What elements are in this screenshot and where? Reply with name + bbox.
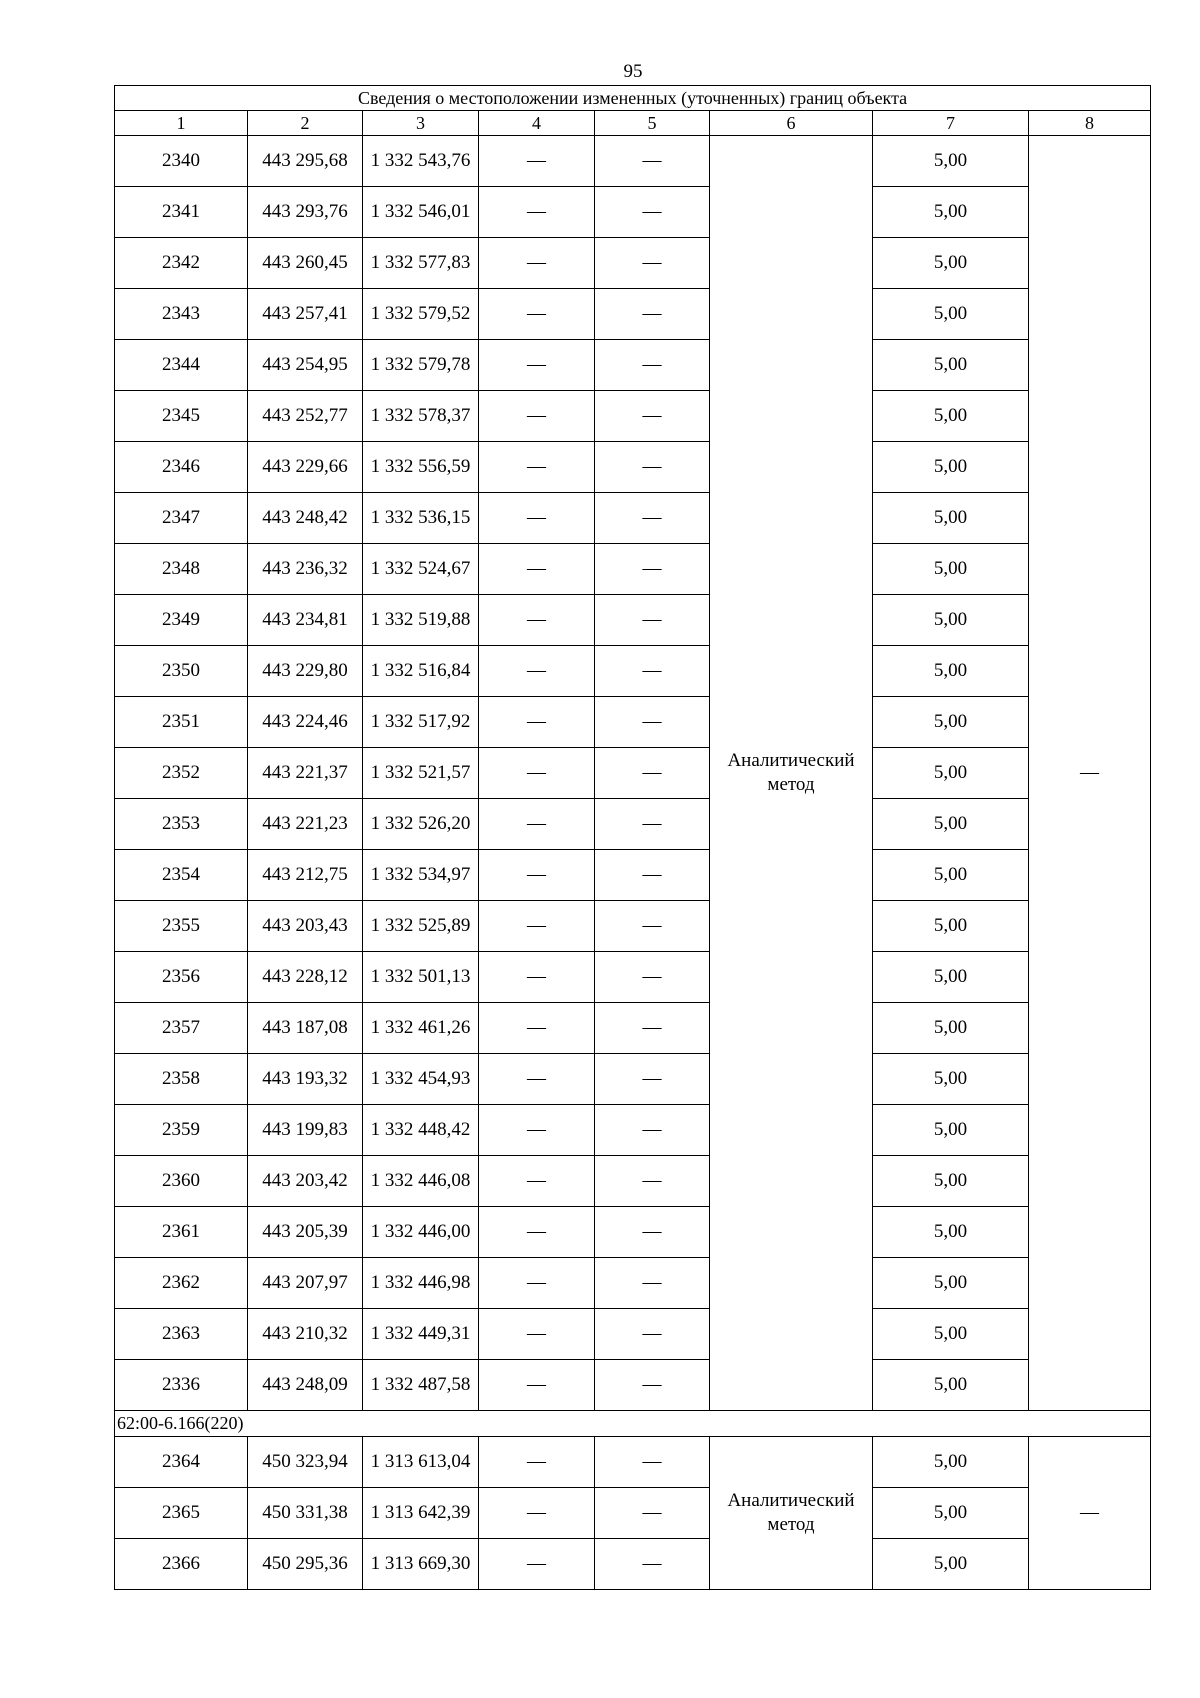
x-coordinate-cell: 443 229,80 bbox=[248, 646, 363, 697]
table-row bbox=[115, 901, 1151, 952]
y-coordinate-cell: 1 332 546,01 bbox=[363, 187, 479, 238]
y-coordinate-cell: 1 332 454,93 bbox=[363, 1054, 479, 1105]
x-coordinate-cell: 443 207,97 bbox=[248, 1258, 363, 1309]
section-row bbox=[115, 1411, 1151, 1437]
column-4-cell: — bbox=[479, 1437, 595, 1488]
accuracy-cell: 5,00 bbox=[873, 799, 1029, 850]
y-coordinate-cell: 1 332 446,00 bbox=[363, 1207, 479, 1258]
boundary-table-container bbox=[114, 85, 1151, 1590]
x-coordinate-cell: 443 260,45 bbox=[248, 238, 363, 289]
accuracy-cell: 5,00 bbox=[873, 1054, 1029, 1105]
y-coordinate-cell: 1 332 536,15 bbox=[363, 493, 479, 544]
column-5-cell: — bbox=[595, 391, 710, 442]
column-5-cell: — bbox=[595, 799, 710, 850]
point-number-cell: 2356 bbox=[115, 952, 248, 1003]
x-coordinate-cell: 443 199,83 bbox=[248, 1105, 363, 1156]
column-5-cell: — bbox=[595, 1003, 710, 1054]
column-5-cell: — bbox=[595, 187, 710, 238]
point-number-cell: 2347 bbox=[115, 493, 248, 544]
point-number-cell: 2350 bbox=[115, 646, 248, 697]
column-4-cell: — bbox=[479, 238, 595, 289]
x-coordinate-cell: 443 252,77 bbox=[248, 391, 363, 442]
y-coordinate-cell: 1 313 642,39 bbox=[363, 1488, 479, 1539]
table-row bbox=[115, 1003, 1151, 1054]
column-5-cell: — bbox=[595, 238, 710, 289]
column-number: 4 bbox=[479, 111, 595, 136]
accuracy-cell: 5,00 bbox=[873, 748, 1029, 799]
y-coordinate-cell: 1 332 556,59 bbox=[363, 442, 479, 493]
column-5-cell: — bbox=[595, 289, 710, 340]
table-row bbox=[115, 1360, 1151, 1411]
accuracy-cell: 5,00 bbox=[873, 1258, 1029, 1309]
column-4-cell: — bbox=[479, 748, 595, 799]
column-4-cell: — bbox=[479, 136, 595, 187]
point-number-cell: 2366 bbox=[115, 1539, 248, 1590]
column-5-cell: — bbox=[595, 544, 710, 595]
column-5-cell: — bbox=[595, 1309, 710, 1360]
column-5-cell: — bbox=[595, 136, 710, 187]
accuracy-cell: 5,00 bbox=[873, 544, 1029, 595]
column-5-cell: — bbox=[595, 340, 710, 391]
column-4-cell: — bbox=[479, 391, 595, 442]
x-coordinate-cell: 443 229,66 bbox=[248, 442, 363, 493]
y-coordinate-cell: 1 332 517,92 bbox=[363, 697, 479, 748]
point-number-cell: 2353 bbox=[115, 799, 248, 850]
table-row bbox=[115, 1488, 1151, 1539]
y-coordinate-cell: 1 332 501,13 bbox=[363, 952, 479, 1003]
column-number-row bbox=[115, 111, 1151, 136]
column-4-cell: — bbox=[479, 1258, 595, 1309]
x-coordinate-cell: 450 295,36 bbox=[248, 1539, 363, 1590]
x-coordinate-cell: 443 254,95 bbox=[248, 340, 363, 391]
column-number: 3 bbox=[363, 111, 479, 136]
table-row bbox=[115, 1539, 1151, 1590]
accuracy-cell: 5,00 bbox=[873, 187, 1029, 238]
section-label: 62:00-6.166(220) bbox=[115, 1411, 1151, 1437]
column-4-cell: — bbox=[479, 646, 595, 697]
point-number-cell: 2342 bbox=[115, 238, 248, 289]
column-4-cell: — bbox=[479, 595, 595, 646]
x-coordinate-cell: 450 323,94 bbox=[248, 1437, 363, 1488]
column-4-cell: — bbox=[479, 187, 595, 238]
x-coordinate-cell: 443 248,09 bbox=[248, 1360, 363, 1411]
method-cell: Аналитический метод bbox=[710, 136, 873, 1411]
table-row bbox=[115, 238, 1151, 289]
x-coordinate-cell: 450 331,38 bbox=[248, 1488, 363, 1539]
y-coordinate-cell: 1 332 516,84 bbox=[363, 646, 479, 697]
accuracy-cell: 5,00 bbox=[873, 1105, 1029, 1156]
x-coordinate-cell: 443 295,68 bbox=[248, 136, 363, 187]
column-5-cell: — bbox=[595, 1258, 710, 1309]
table-row bbox=[115, 1156, 1151, 1207]
table-row bbox=[115, 289, 1151, 340]
x-coordinate-cell: 443 187,08 bbox=[248, 1003, 363, 1054]
y-coordinate-cell: 1 332 577,83 bbox=[363, 238, 479, 289]
x-coordinate-cell: 443 228,12 bbox=[248, 952, 363, 1003]
column-5-cell: — bbox=[595, 748, 710, 799]
accuracy-cell: 5,00 bbox=[873, 1488, 1029, 1539]
column-5-cell: — bbox=[595, 1539, 710, 1590]
y-coordinate-cell: 1 332 534,97 bbox=[363, 850, 479, 901]
column-4-cell: — bbox=[479, 289, 595, 340]
table-row bbox=[115, 850, 1151, 901]
x-coordinate-cell: 443 210,32 bbox=[248, 1309, 363, 1360]
accuracy-cell: 5,00 bbox=[873, 136, 1029, 187]
accuracy-cell: 5,00 bbox=[873, 1309, 1029, 1360]
accuracy-cell: 5,00 bbox=[873, 901, 1029, 952]
column-4-cell: — bbox=[479, 544, 595, 595]
table-row bbox=[115, 595, 1151, 646]
accuracy-cell: 5,00 bbox=[873, 340, 1029, 391]
point-number-cell: 2358 bbox=[115, 1054, 248, 1105]
table-row bbox=[115, 952, 1151, 1003]
point-number-cell: 2336 bbox=[115, 1360, 248, 1411]
y-coordinate-cell: 1 332 487,58 bbox=[363, 1360, 479, 1411]
x-coordinate-cell: 443 221,23 bbox=[248, 799, 363, 850]
accuracy-cell: 5,00 bbox=[873, 1539, 1029, 1590]
point-number-cell: 2362 bbox=[115, 1258, 248, 1309]
accuracy-cell: 5,00 bbox=[873, 391, 1029, 442]
column-4-cell: — bbox=[479, 1309, 595, 1360]
column-8-cell: — bbox=[1029, 136, 1151, 1411]
accuracy-cell: 5,00 bbox=[873, 1207, 1029, 1258]
table-row bbox=[115, 697, 1151, 748]
point-number-cell: 2343 bbox=[115, 289, 248, 340]
y-coordinate-cell: 1 332 579,78 bbox=[363, 340, 479, 391]
boundary-coordinates-table bbox=[114, 85, 1151, 1590]
x-coordinate-cell: 443 248,42 bbox=[248, 493, 363, 544]
accuracy-cell: 5,00 bbox=[873, 646, 1029, 697]
table-row bbox=[115, 1054, 1151, 1105]
x-coordinate-cell: 443 234,81 bbox=[248, 595, 363, 646]
table-row bbox=[115, 493, 1151, 544]
accuracy-cell: 5,00 bbox=[873, 238, 1029, 289]
point-number-cell: 2340 bbox=[115, 136, 248, 187]
x-coordinate-cell: 443 293,76 bbox=[248, 187, 363, 238]
column-5-cell: — bbox=[595, 493, 710, 544]
column-5-cell: — bbox=[595, 1207, 710, 1258]
column-4-cell: — bbox=[479, 1360, 595, 1411]
column-4-cell: — bbox=[479, 850, 595, 901]
accuracy-cell: 5,00 bbox=[873, 289, 1029, 340]
column-4-cell: — bbox=[479, 901, 595, 952]
table-title: Сведения о местоположении измененных (уточненных) границ объекта bbox=[115, 86, 1151, 111]
point-number-cell: 2346 bbox=[115, 442, 248, 493]
column-4-cell: — bbox=[479, 493, 595, 544]
y-coordinate-cell: 1 332 526,20 bbox=[363, 799, 479, 850]
accuracy-cell: 5,00 bbox=[873, 1003, 1029, 1054]
column-number: 7 bbox=[873, 111, 1029, 136]
table-row bbox=[115, 391, 1151, 442]
point-number-cell: 2359 bbox=[115, 1105, 248, 1156]
point-number-cell: 2355 bbox=[115, 901, 248, 952]
y-coordinate-cell: 1 332 446,08 bbox=[363, 1156, 479, 1207]
x-coordinate-cell: 443 224,46 bbox=[248, 697, 363, 748]
column-4-cell: — bbox=[479, 1207, 595, 1258]
accuracy-cell: 5,00 bbox=[873, 1156, 1029, 1207]
column-4-cell: — bbox=[479, 1105, 595, 1156]
point-number-cell: 2354 bbox=[115, 850, 248, 901]
x-coordinate-cell: 443 203,42 bbox=[248, 1156, 363, 1207]
point-number-cell: 2363 bbox=[115, 1309, 248, 1360]
table-row bbox=[115, 799, 1151, 850]
column-5-cell: — bbox=[595, 697, 710, 748]
accuracy-cell: 5,00 bbox=[873, 1437, 1029, 1488]
x-coordinate-cell: 443 193,32 bbox=[248, 1054, 363, 1105]
point-number-cell: 2365 bbox=[115, 1488, 248, 1539]
column-number: 6 bbox=[710, 111, 873, 136]
x-coordinate-cell: 443 205,39 bbox=[248, 1207, 363, 1258]
page-number: 95 bbox=[623, 61, 643, 82]
point-number-cell: 2345 bbox=[115, 391, 248, 442]
accuracy-cell: 5,00 bbox=[873, 850, 1029, 901]
y-coordinate-cell: 1 332 448,42 bbox=[363, 1105, 479, 1156]
table-row bbox=[115, 187, 1151, 238]
table-row bbox=[115, 1207, 1151, 1258]
y-coordinate-cell: 1 313 613,04 bbox=[363, 1437, 479, 1488]
point-number-cell: 2357 bbox=[115, 1003, 248, 1054]
table-row bbox=[115, 1437, 1151, 1488]
column-number: 2 bbox=[248, 111, 363, 136]
column-number: 8 bbox=[1029, 111, 1151, 136]
table-title-row bbox=[115, 86, 1151, 111]
accuracy-cell: 5,00 bbox=[873, 442, 1029, 493]
table-row bbox=[115, 136, 1151, 187]
point-number-cell: 2351 bbox=[115, 697, 248, 748]
y-coordinate-cell: 1 332 524,67 bbox=[363, 544, 479, 595]
column-5-cell: — bbox=[595, 1105, 710, 1156]
column-4-cell: — bbox=[479, 340, 595, 391]
point-number-cell: 2352 bbox=[115, 748, 248, 799]
x-coordinate-cell: 443 221,37 bbox=[248, 748, 363, 799]
point-number-cell: 2341 bbox=[115, 187, 248, 238]
column-number: 1 bbox=[115, 111, 248, 136]
point-number-cell: 2360 bbox=[115, 1156, 248, 1207]
column-5-cell: — bbox=[595, 1437, 710, 1488]
column-5-cell: — bbox=[595, 952, 710, 1003]
accuracy-cell: 5,00 bbox=[873, 697, 1029, 748]
point-number-cell: 2349 bbox=[115, 595, 248, 646]
y-coordinate-cell: 1 332 543,76 bbox=[363, 136, 479, 187]
y-coordinate-cell: 1 332 525,89 bbox=[363, 901, 479, 952]
column-5-cell: — bbox=[595, 850, 710, 901]
table-row bbox=[115, 646, 1151, 697]
x-coordinate-cell: 443 236,32 bbox=[248, 544, 363, 595]
column-5-cell: — bbox=[595, 1488, 710, 1539]
table-row bbox=[115, 1309, 1151, 1360]
column-4-cell: — bbox=[479, 1003, 595, 1054]
column-8-cell: — bbox=[1029, 1437, 1151, 1590]
y-coordinate-cell: 1 332 579,52 bbox=[363, 289, 479, 340]
table-row bbox=[115, 748, 1151, 799]
column-4-cell: — bbox=[479, 1488, 595, 1539]
x-coordinate-cell: 443 257,41 bbox=[248, 289, 363, 340]
column-4-cell: — bbox=[479, 799, 595, 850]
point-number-cell: 2348 bbox=[115, 544, 248, 595]
column-5-cell: — bbox=[595, 442, 710, 493]
accuracy-cell: 5,00 bbox=[873, 952, 1029, 1003]
column-4-cell: — bbox=[479, 1539, 595, 1590]
y-coordinate-cell: 1 332 446,98 bbox=[363, 1258, 479, 1309]
column-4-cell: — bbox=[479, 1054, 595, 1105]
point-number-cell: 2364 bbox=[115, 1437, 248, 1488]
point-number-cell: 2344 bbox=[115, 340, 248, 391]
x-coordinate-cell: 443 203,43 bbox=[248, 901, 363, 952]
table-row bbox=[115, 544, 1151, 595]
column-5-cell: — bbox=[595, 595, 710, 646]
point-number-cell: 2361 bbox=[115, 1207, 248, 1258]
column-number: 5 bbox=[595, 111, 710, 136]
column-5-cell: — bbox=[595, 1360, 710, 1411]
column-4-cell: — bbox=[479, 952, 595, 1003]
accuracy-cell: 5,00 bbox=[873, 595, 1029, 646]
method-cell: Аналитический метод bbox=[710, 1437, 873, 1590]
y-coordinate-cell: 1 332 519,88 bbox=[363, 595, 479, 646]
y-coordinate-cell: 1 332 449,31 bbox=[363, 1309, 479, 1360]
column-5-cell: — bbox=[595, 646, 710, 697]
accuracy-cell: 5,00 bbox=[873, 1360, 1029, 1411]
x-coordinate-cell: 443 212,75 bbox=[248, 850, 363, 901]
table-row bbox=[115, 442, 1151, 493]
table-row bbox=[115, 1258, 1151, 1309]
column-4-cell: — bbox=[479, 442, 595, 493]
y-coordinate-cell: 1 332 461,26 bbox=[363, 1003, 479, 1054]
table-row bbox=[115, 1105, 1151, 1156]
table-row bbox=[115, 340, 1151, 391]
column-5-cell: — bbox=[595, 901, 710, 952]
y-coordinate-cell: 1 313 669,30 bbox=[363, 1539, 479, 1590]
column-4-cell: — bbox=[479, 1156, 595, 1207]
accuracy-cell: 5,00 bbox=[873, 493, 1029, 544]
column-5-cell: — bbox=[595, 1156, 710, 1207]
y-coordinate-cell: 1 332 521,57 bbox=[363, 748, 479, 799]
column-4-cell: — bbox=[479, 697, 595, 748]
column-5-cell: — bbox=[595, 1054, 710, 1105]
y-coordinate-cell: 1 332 578,37 bbox=[363, 391, 479, 442]
